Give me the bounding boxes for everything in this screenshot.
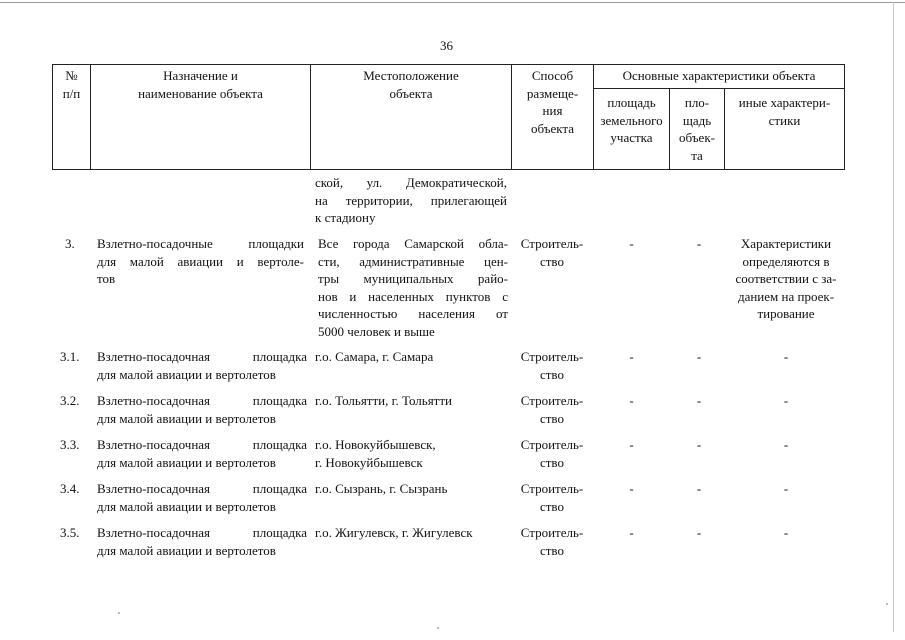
row-name: Взлетно-посадочная площадка для малой авиации и вертолетов	[97, 525, 307, 558]
grid-line-header-bottom	[52, 169, 845, 170]
scan-right-border	[893, 2, 894, 632]
row-other: -	[783, 349, 789, 364]
row-number: 3.	[65, 236, 75, 251]
row-number: 3.2.	[60, 393, 80, 408]
row-land-area: -	[629, 481, 634, 496]
row-other: -	[783, 525, 789, 540]
row-other: -	[783, 393, 789, 408]
row-location: г.о. Тольятти, г. Тольятти	[315, 393, 452, 408]
row-location: г.о. Сызрань, г. Сызрань	[315, 481, 448, 496]
row-location: Все города Самарской обла- сти, административные цен- тры муниципальных райо- нов и населенных пунктов с численностью населения от 5000 человек и выше	[318, 236, 508, 339]
location-continuation: ской, ул. Демократической, на территории, прилегающей к стадиону	[315, 175, 507, 225]
header-method: Способ размеще- ния объекта	[526, 68, 579, 136]
row-method: Строитель- ство	[520, 393, 584, 426]
row-other: -	[783, 437, 789, 452]
row-name: Взлетно-посадочная площадка для малой авиации и вертолетов	[97, 437, 307, 470]
row-object-area: -	[696, 437, 702, 452]
row-object-area: -	[696, 236, 702, 251]
row-land-area: -	[629, 437, 634, 452]
row-land-area: -	[629, 393, 634, 408]
row-location: г.о. Новокуйбышевск, г. Новокуйбышевск	[315, 437, 436, 470]
row-land-area: -	[629, 525, 634, 540]
row-land-area: -	[629, 349, 634, 364]
header-name: Назначение и наименование объекта	[138, 68, 263, 101]
row-other: Характеристики определяются в соответствии с за- данием на проек- тирование	[735, 236, 837, 321]
row-land-area: -	[629, 236, 634, 251]
row-other: -	[783, 481, 789, 496]
row-object-area: -	[696, 393, 702, 408]
header-other-characteristics: иные характери- стики	[738, 95, 831, 128]
row-number: 3.1.	[60, 349, 80, 364]
header-num: № п/п	[62, 68, 81, 101]
header-object-area: пло- щадь объек- та	[679, 95, 715, 163]
row-name: Взлетно-посадочная площадка для малой авиации и вертолетов	[97, 393, 307, 426]
row-name: Взлетно-посадочная площадка для малой авиации и вертолетов	[97, 349, 307, 382]
scan-speck	[886, 603, 888, 605]
scan-speck	[118, 612, 120, 614]
row-object-area: -	[696, 481, 702, 496]
grid-line-top	[52, 64, 845, 65]
row-method: Строитель- ство	[520, 437, 584, 470]
row-method: Строитель- ство	[520, 525, 584, 558]
row-method: Строитель- ство	[520, 481, 584, 514]
row-location: г.о. Жигулевск, г. Жигулевск	[315, 525, 473, 540]
row-location: г.о. Самара, г. Самара	[315, 349, 434, 364]
row-number: 3.4.	[60, 481, 80, 496]
row-number: 3.3.	[60, 437, 80, 452]
row-object-area: -	[696, 349, 702, 364]
grid-line-col7	[844, 64, 845, 170]
header-main-characteristics: Основные характеристики объекта	[622, 68, 816, 83]
page-number: 36	[440, 38, 453, 53]
grid-line-subheader	[593, 88, 845, 89]
scan-top-border	[0, 2, 905, 3]
header-land-area: площадь земельного участка	[600, 95, 663, 145]
header-location: Местоположение объекта	[363, 68, 459, 101]
row-name: Взлетно-посадочные площадки для малой авиации и вертоле- тов	[97, 236, 304, 286]
row-number: 3.5.	[60, 525, 80, 540]
row-object-area: -	[696, 525, 702, 540]
scan-speck	[437, 627, 439, 629]
row-method: Строитель- ство	[520, 349, 584, 382]
row-name: Взлетно-посадочная площадка для малой авиации и вертолетов	[97, 481, 307, 514]
row-method: Строитель- ство	[520, 236, 584, 269]
